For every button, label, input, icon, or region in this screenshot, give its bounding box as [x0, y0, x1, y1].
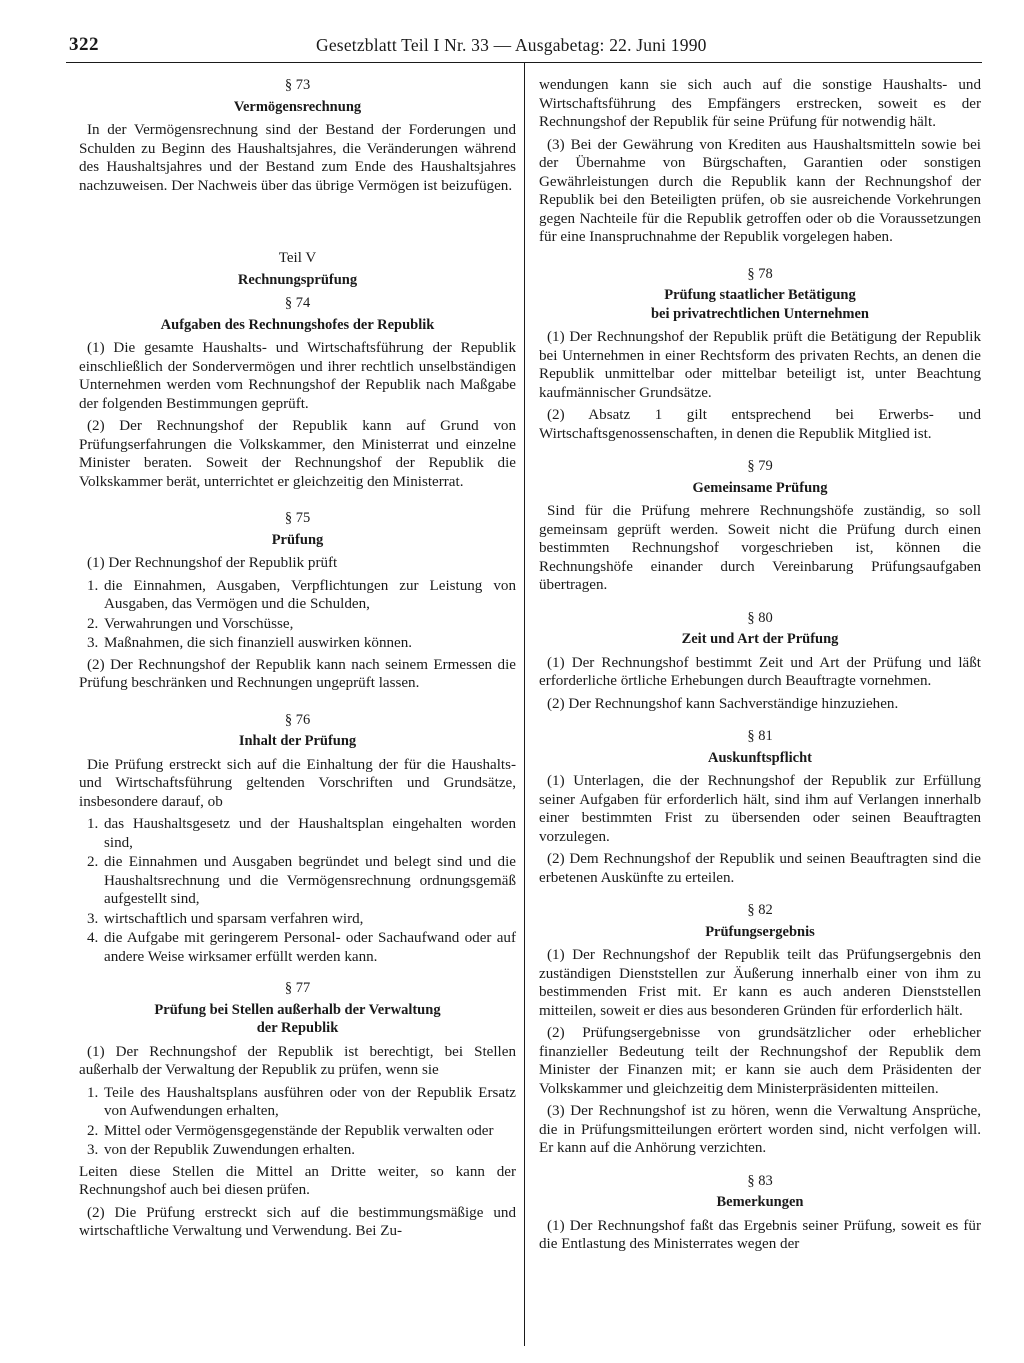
enumerated-list	[79, 577, 516, 653]
column-divider	[524, 62, 525, 1346]
paragraph: (1) Unterlagen, die der Rechnungshof der Republik zur Erfüllung seiner Aufgaben für erforderlich hält, sind ihm auf Verlangen innerhalb einer bestimmten Frist zu übersenden oder seinen Beauftragten vorzulegen.	[539, 773, 981, 845]
list-item: 1. die Einnahmen, Ausgaben, Verpflichtungen zur Leistung von Ausgaben, das Vermögen und die Schulden,	[87, 577, 516, 612]
part-title: Rechnungsprüfung	[237, 271, 358, 288]
paragraph: (2) Dem Rechnungshof der Republik und seinen Beauftragten sind die erbetenen Auskünfte zu erteilen.	[539, 851, 981, 886]
list-item: 2. Verwahrungen und Vorschüsse,	[87, 615, 294, 632]
list-item: 3. von der Republik Zuwendungen erhalten.	[87, 1142, 356, 1158]
paragraph: (1) Der Rechnungshof der Republik ist berechtigt, bei Stellen außerhalb der Verwaltung der Republik zu prüfen, wenn sie	[79, 1043, 516, 1078]
paragraph: (2) Der Rechnungshof der Republik kann auf Grund von Prüfungserfahrungen die Volkskammer, den Ministerrat und einzelne Minister beraten. Soweit der Rechnungshof der Republik die Volkskammer berät, unterrichtet er gleichzeitig den Ministerrat.	[79, 418, 516, 490]
section-title-line: bei privatrechtlichen Unternehmen	[650, 305, 869, 322]
paragraph: (1) Der Rechnungshof faßt das Ergebnis seiner Prüfung, soweit es für die Entlastung des Ministerrates wegen der	[539, 1217, 981, 1252]
section-title: Gemeinsame Prüfung	[692, 479, 828, 496]
paragraph: (1) Der Rechnungshof bestimmt Zeit und Art der Prüfung und läßt erforderliche örtliche Erhebungen durch Beauftragte vornehmen.	[539, 654, 981, 689]
section-title	[539, 286, 981, 323]
paragraph: Leiten diese Stellen die Mittel an Dritte weiter, so kann der Rechnungshof auch bei diesen prüfen.	[79, 1163, 516, 1198]
paragraph: (1) Der Rechnungshof der Republik prüft	[87, 555, 338, 571]
left-column	[79, 76, 516, 1245]
section-number: § 76	[284, 711, 311, 728]
list-item: 2. Mittel oder Vermögensgegenstände der Republik verwalten oder	[87, 1122, 494, 1139]
paragraph: Sind für die Prüfung mehrere Rechnungshöfe zuständig, so soll gemeinsam geprüft werden. Soweit nicht die Prüfung durch einen bestimmten Rechnungshof vorgeschrieben ist, können die Rechnungshöfe einander durch Vereinbarung Prüfungsaufgaben übertragen.	[539, 503, 981, 593]
section-title: Zeit und Art der Prüfung	[681, 631, 839, 647]
section-number: § 80	[747, 609, 773, 626]
section-number: § 78	[747, 265, 773, 282]
paragraph: (1) Der Rechnungshof der Republik prüft die Betätigung der Republik bei Unternehmen in einer Rechtsform des privaten Rechts, an denen die Republik unmittelbar oder mittelbar beteiligt ist, unter Beachtung kaufmännischer Grundsätze.	[539, 329, 981, 401]
section-number: § 75	[284, 510, 311, 526]
section-number: § 79	[747, 458, 773, 474]
section-number: § 83	[747, 1172, 773, 1189]
enumerated-list	[79, 1084, 516, 1160]
section-number: § 81	[747, 728, 773, 744]
paragraph: (3) Bei der Gewährung von Krediten aus Haushaltsmitteln sowie bei der Übernahme von Bürgschaften, Garantien oder sonstigen Gewährleistungen durch die Republik kann der Rechnungshof der Republik bei den Beteiligten prüfen, ob sie ausreichende Vorkehrungen gegen Nachteile für die Republik getroffen oder ob die Voraussetzungen für eine Inanspruchnahme der Republik vorgelegen haben.	[539, 136, 981, 245]
paragraph: (3) Der Rechnungshof ist zu hören, wenn die Verwaltung Ansprüche, die in Prüfungsmitteilungen erörtert worden sind, nicht verfolgen will. Er kann auf die Anhörung verzichten.	[539, 1103, 981, 1156]
list-item: 3. Maßnahmen, die sich finanziell auswirken können.	[87, 635, 413, 651]
list-item: 1. Teile des Haushaltsplans ausführen oder von der Republik Ersatz von Aufwendungen erhalten,	[87, 1084, 516, 1119]
section-number: § 74	[284, 295, 311, 311]
enumerated-list	[79, 815, 516, 966]
paragraph: (2) Der Rechnungshof der Republik kann nach seinem Ermessen die Prüfung beschränken und Rechnungen ungeprüft lassen.	[79, 656, 516, 691]
section-title: Auskunftspflicht	[708, 749, 812, 766]
paragraph: (1) Der Rechnungshof der Republik teilt das Prüfungsergebnis den zuständigen Dienststellen zur Äußerung innerhalb einer von ihm zu bestimmenden Frist mit. Er kann es auch anderen Dienststellen mitteilen, soweit er dies aus besonderen Gründen für erforderlich hält.	[539, 947, 981, 1019]
page-number: 322	[69, 34, 99, 55]
running-header: Gesetzblatt Teil I Nr. 33 — Ausgabetag: 22. Juni 1990	[316, 35, 707, 55]
paragraph: wendungen kann sie sich auch auf die sonstige Haushalts- und Wirtschaftsführung des Empfängers erstrecken, soweit es der Rechnungshof der Republik für seine Prüfung für notwendig hält.	[539, 77, 981, 130]
section-number: § 77	[284, 980, 311, 996]
paragraph: Die Prüfung erstreckt sich auf die Einhaltung der für die Haushalts- und Wirtschaftsführung geltenden Vorschriften und Grundsätze, insbesondere darauf, ob	[79, 756, 516, 810]
paragraph: (2) Die Prüfung erstreckt sich auf die bestimmungsmäßige und wirtschaftliche Verwaltung und Verwendung. Bei Zu-	[79, 1204, 516, 1239]
paragraph: (2) Der Rechnungshof kann Sachverständige hinzuziehen.	[547, 695, 899, 712]
section-title: Bemerkungen	[716, 1194, 804, 1210]
section-title: Vermögensrechnung	[233, 98, 362, 115]
right-column	[539, 76, 981, 1258]
paragraph: In der Vermögensrechnung sind der Bestand der Forderungen und Schulden zu Beginn des Haushaltsjahres, die Veränderungen während des Haushaltsjahres und der Bestand zum Ende des Haushaltsjahres nachzuweisen. Der Nachweis über das übrige Vermögen ist beizufügen.	[79, 122, 516, 194]
list-item: 1. das Haushaltsgesetz und der Haushaltsplan eingehalten worden sind,	[87, 816, 516, 851]
paragraph: (2) Prüfungsergebnisse von grundsätzlicher oder erheblicher finanzieller Bedeutung teilt der Rechnungshof der Republik dem Minister der Finanzen mit; er kann sie auch dem Präsidenten der Volkskammer und gleichzeitig dem Ministerpräsidenten mitteilen.	[539, 1025, 981, 1097]
section-title-line: Prüfung staatlicher Betätigung	[664, 287, 856, 303]
paragraph: (2) Absatz 1 gilt entsprechend bei Erwerbs- und Wirtschaftsgenossenschaften, in denen die Republik Mitglied ist.	[539, 407, 981, 442]
section-number: § 73	[284, 77, 311, 93]
section-title: Prüfungsergebnis	[705, 923, 815, 940]
part-label: Teil V	[278, 250, 317, 266]
paragraph: (1) Die gesamte Haushalts- und Wirtschaftsführung der Republik einschließlich der Sondervermögen und ihrer rechtlich unselbständigen Unternehmen werden vom Rechnungshof der Republik nach Maßgabe der folgenden Bestimmungen geprüft.	[79, 340, 516, 412]
section-title: Prüfung	[271, 531, 324, 548]
list-item: 2. die Einnahmen und Ausgaben begründet und belegt sind und die Haushaltsrechnung und die Vermögensrechnung ordnungsgemäß aufgestellt sind,	[87, 854, 516, 907]
list-item: 3. wirtschaftlich und sparsam verfahren wird,	[87, 910, 364, 927]
section-title-line: der Republik	[256, 1020, 339, 1036]
section-title: Inhalt der Prüfung	[238, 733, 357, 749]
section-title-line: Prüfung bei Stellen außerhalb der Verwaltung	[154, 1001, 441, 1018]
section-title: Aufgaben des Rechnungshofes der Republik	[160, 316, 435, 333]
list-item: 4. die Aufgabe mit geringerem Personal- oder Sachaufwand oder auf andere Weise wirksamer erfüllt werden kann.	[87, 930, 516, 965]
section-number: § 82	[747, 902, 773, 918]
section-title	[79, 1001, 516, 1038]
